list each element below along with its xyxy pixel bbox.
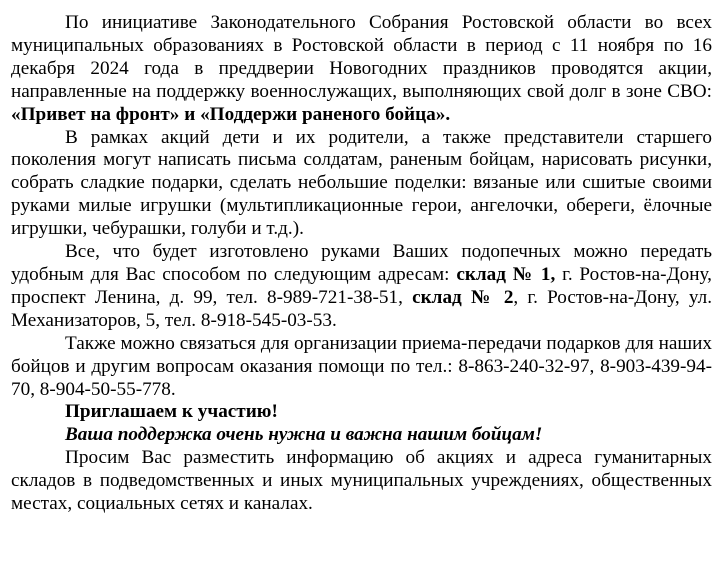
- paragraph-request: [11, 447, 712, 516]
- invitation-heading: Приглашаем к участию!: [65, 401, 278, 423]
- initiative-text: По инициативе Законодательного Собрания Ростовской области во всех муниципальных образованиях в Ростовской области в период с 11 ноября по 16 декабря 2024 года в преддверии Новогодних праздников проводятся акции, направленные на поддержку военнослужащих, выполняющих свой долг в зоне СВО:: [11, 12, 712, 102]
- warehouse-1-address: г. Ростов-на-Дону, проспект Ленина, д. 99, тел. 8-989-721-38-51,: [11, 263, 712, 308]
- request-text: Просим Вас разместить информацию об акциях и адреса гуманитарных складов в подведомственных и иных муниципальных учреждениях, общественных местах, социальных сетях и каналах.: [11, 447, 712, 515]
- action-privet-na-front: «Привет на фронт»: [11, 103, 180, 125]
- warehouse-2-label: склад № 2: [412, 286, 514, 308]
- support-heading: Ваша поддержка очень нужна и важна нашим бойцам!: [65, 424, 543, 446]
- paragraph-initiative: [11, 12, 712, 127]
- action-podderzhi-ranenogo: «Поддержи раненого бойца».: [200, 103, 451, 125]
- paragraph-addresses: [11, 241, 712, 333]
- action-conjunction: и: [179, 103, 201, 125]
- document-body: [11, 12, 712, 516]
- contacts-text: Также можно связаться для организации приема-передачи подарков для наших бойцов и другим вопросам оказания помощи по тел.: 8-863-240-32-97, 8-903-439-94-70, 8-904-50-55-778.: [11, 332, 712, 400]
- addresses-intro: Все, что будет изготовлено руками Ваших подопечных можно передать удобным для Вас способом по следующим адресам:: [11, 241, 712, 285]
- activities-text: В рамках акций дети и их родители, а также представители старшего поколения могут написать письма солдатам, раненым бойцам, нарисовать рисунки, собрать сладкие подарки, сделать небольшие поделки: вязаные или сшитые своими руками милые игрушки (мультипликационные герои, ангелочки, обереги, ёлочные игрушки, чебурашки, голуби и т.д.).: [11, 126, 712, 240]
- paragraph-activities: [11, 127, 712, 242]
- warehouse-1-label: склад № 1,: [456, 263, 556, 285]
- paragraph-contacts: [11, 333, 712, 402]
- warehouse-2-address: , г. Ростов-на-Дону, ул. Механизаторов, 5, тел. 8-918-545-03-53.: [11, 286, 712, 331]
